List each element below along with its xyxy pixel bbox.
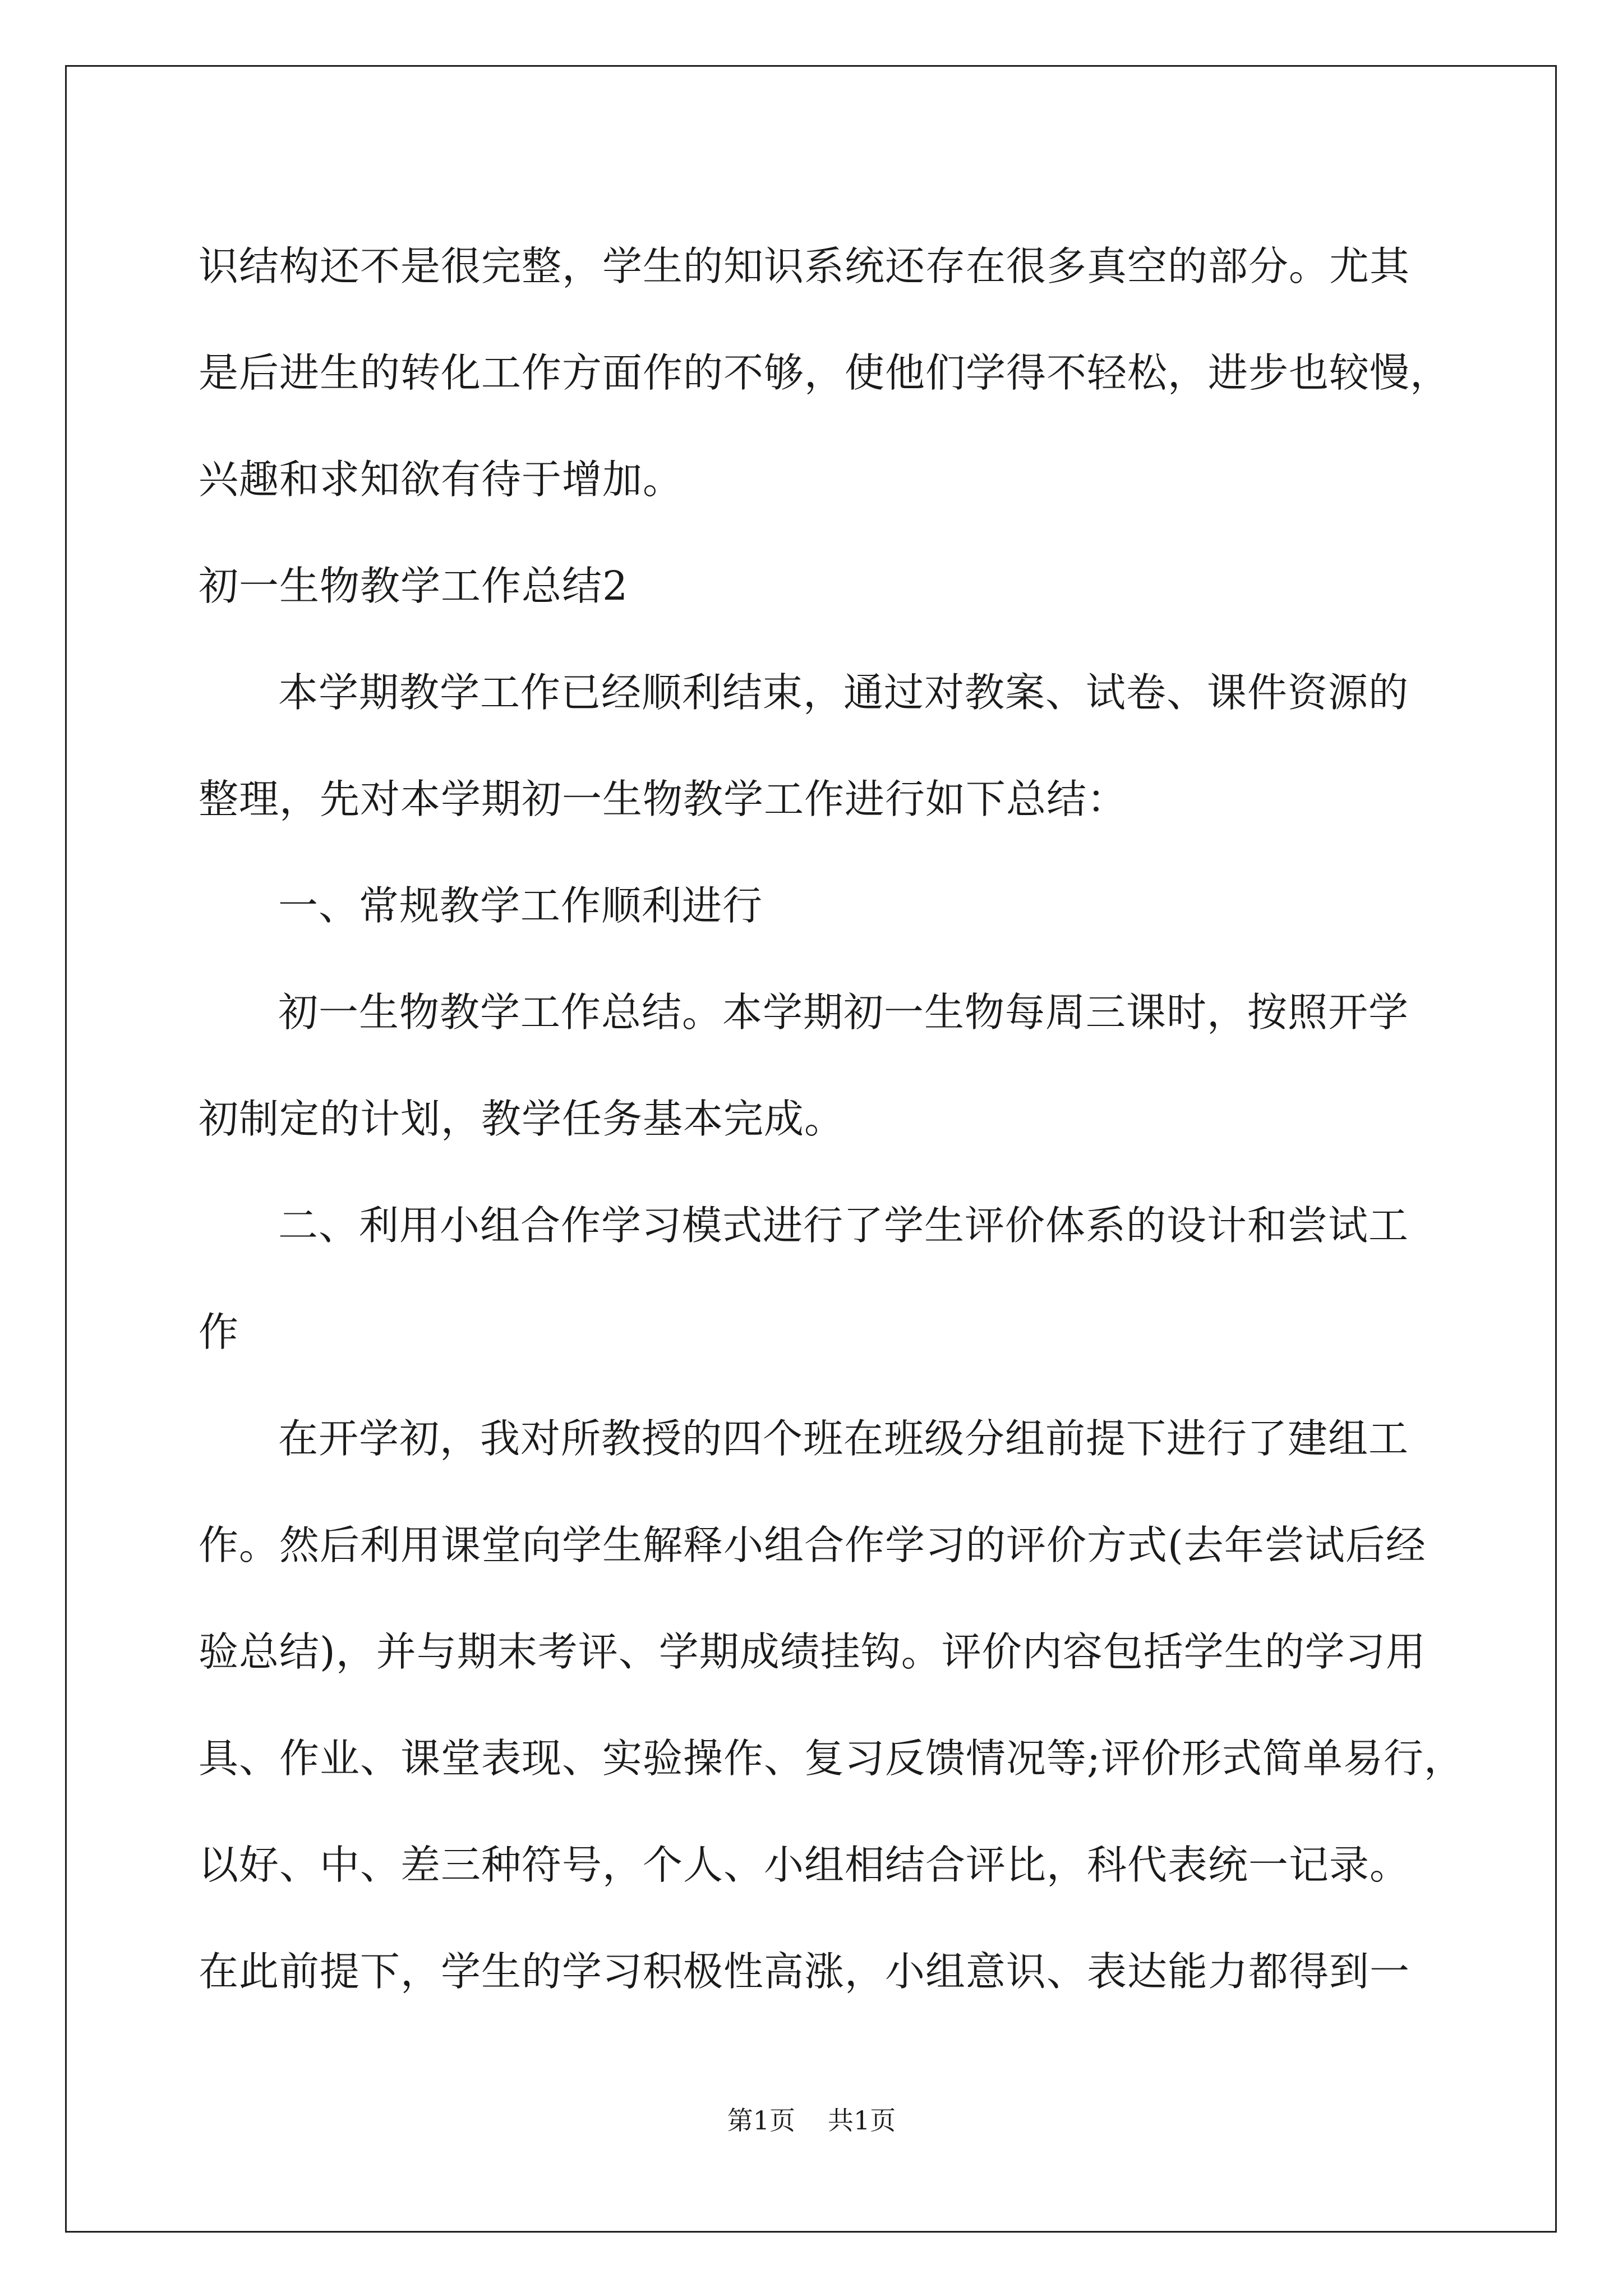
text-line: 本学期教学工作已经顺利结束，通过对教案、试卷、课件资源的: [278, 669, 1409, 716]
text-line: 在开学初，我对所教授的四个班在班级分组前提下进行了建组工: [278, 1415, 1409, 1462]
text-line: 具、作业、课堂表现、实验操作、复习反馈情况等;评价形式简单易行，: [199, 1735, 1464, 1782]
text-line: 识结构还不是很完整，学生的知识系统还存在很多真空的部分。尤其: [199, 243, 1410, 289]
text-line: 作: [199, 1309, 239, 1355]
text-line: 兴趣和求知欲有待于增加。: [199, 456, 684, 503]
text-line: 以好、中、差三种符号，个人、小组相结合评比，科代表统一记录。: [199, 1842, 1410, 1888]
section-heading: 初一生物教学工作总结2: [199, 563, 629, 609]
text-line: 是后进生的转化工作方面作的不够，使他们学得不轻松，进步也较慢，: [199, 349, 1451, 396]
document-body: [199, 213, 1464, 2025]
text-line: 初一生物教学工作总结。本学期初一生物每周三课时，按照开学: [278, 989, 1409, 1036]
page-footer: [0, 2104, 1623, 2137]
subsection-heading: 一、常规教学工作顺利进行: [278, 882, 763, 929]
text-line: 作。然后利用课堂向学生解释小组合作学习的评价方式(去年尝试后经: [199, 1522, 1426, 1568]
text-line: 验总结)，并与期末考评、学期成绩挂钩。评价内容包括学生的学习用: [199, 1628, 1426, 1675]
page-number: 第1页: [727, 2105, 795, 2136]
text-line: 初制定的计划，教学任务基本完成。: [199, 1096, 845, 1142]
subsection-heading: 二、利用小组合作学习模式进行了学生评价体系的设计和尝试工: [278, 1202, 1409, 1249]
text-line: 在此前提下，学生的学习积极性高涨，小组意识、表达能力都得到一: [199, 1948, 1410, 1995]
page-total: 共1页: [828, 2105, 896, 2136]
text-line: 整理，先对本学期初一生物教学工作进行如下总结：: [199, 776, 1128, 822]
